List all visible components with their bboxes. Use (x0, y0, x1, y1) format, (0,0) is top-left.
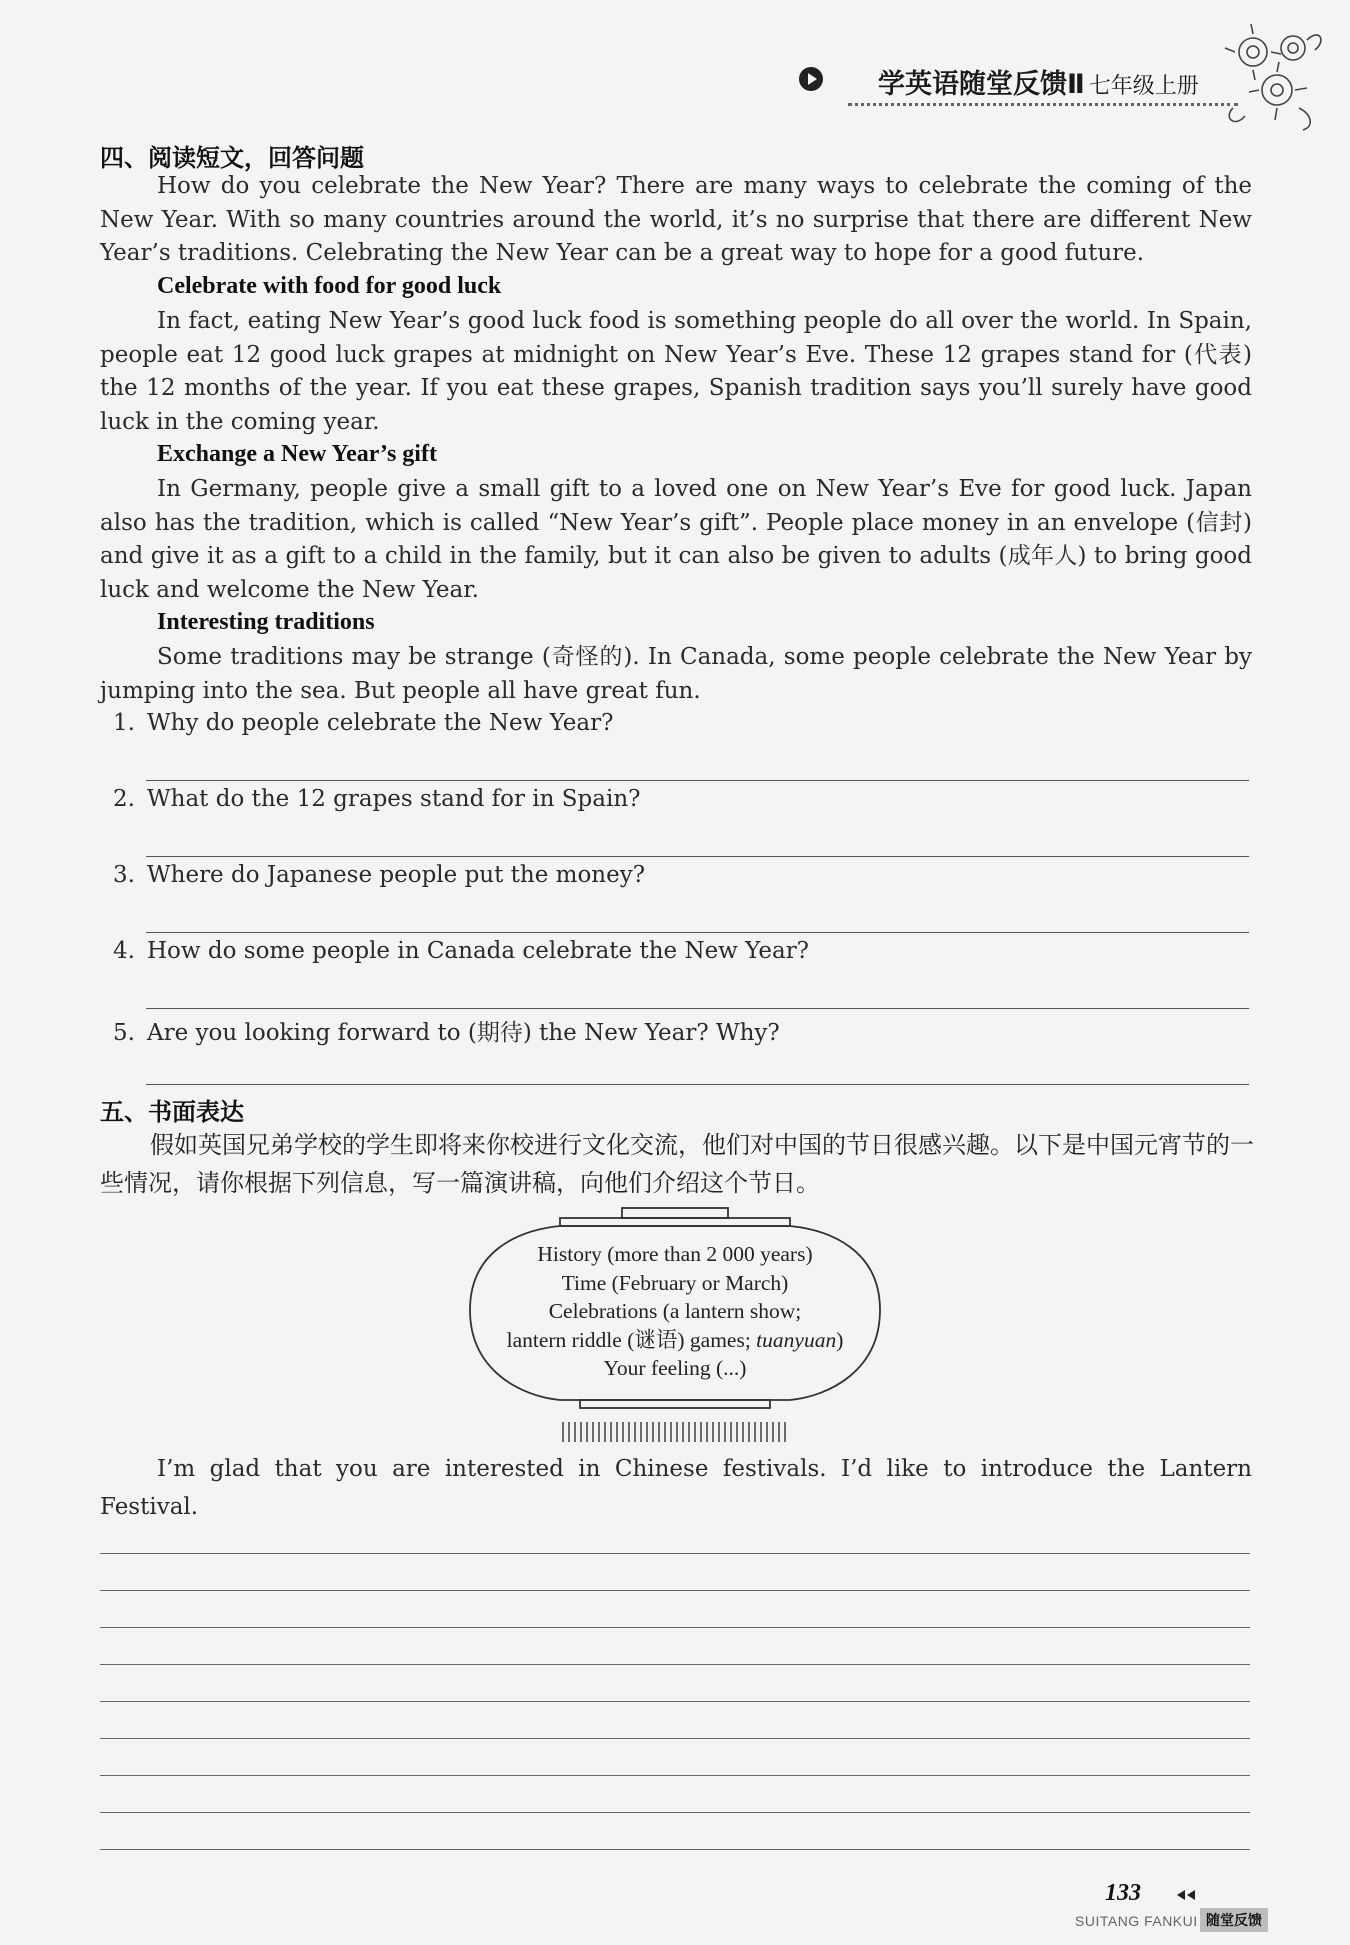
subheading-food: Celebrate with food for good luck (157, 273, 502, 299)
writing-line[interactable] (100, 1553, 1250, 1554)
footer-brand: SUITANG FANKUI (1075, 1913, 1198, 1929)
question-3: 3. Where do Japanese people put the money? (113, 862, 646, 888)
page-number: 133 (1105, 1880, 1141, 1906)
lantern-riddle-line: lantern riddle (谜语) games; tuanyuan) (506, 1327, 844, 1352)
double-arrow-left-icon (1175, 1889, 1199, 1901)
writing-line[interactable] (100, 1849, 1250, 1850)
reading-paragraph-food: In fact, eating New Year’s good luck food is something people do all over the world. In Spain, people eat 12 good luck grapes at midnight on New Year’s Eve. These 12 grapes stand for (代表) the 12 months of the year. If you eat these grapes, Spanish tradition says you’ll surely have good luck in the coming year. (100, 308, 1252, 435)
writing-line[interactable] (100, 1775, 1250, 1776)
writing-line[interactable] (100, 1664, 1250, 1665)
answer-line-5[interactable] (146, 1084, 1249, 1085)
answer-line-1[interactable] (146, 780, 1249, 781)
writing-intro-text: I’m glad that you are interested in Chinese festivals. I’d like to introduce the Lantern Festival. (100, 1456, 1252, 1520)
writing-instruction: 假如英国兄弟学校的学生即将来你校进行文化交流，他们对中国的节日很感兴趣。以下是中国元宵节的一些情况，请你根据下列信息，写一篇演讲稿，向他们介绍这个节日。 (100, 1131, 1254, 1197)
lantern-time: Time (February or March) (561, 1270, 789, 1295)
flower-decoration-icon (1215, 18, 1335, 138)
section-title-writing: 五、书面表达 (100, 1098, 244, 1126)
lantern-celebrations: Celebrations (a lantern show; (548, 1299, 802, 1323)
writing-line[interactable] (100, 1701, 1250, 1702)
answer-line-4[interactable] (146, 1008, 1249, 1009)
writing-line[interactable] (100, 1738, 1250, 1739)
footer-badge: 随堂反馈 (1200, 1908, 1268, 1932)
lantern-history: History (more than 2 000 years) (537, 1242, 813, 1266)
reading-paragraph-traditions: Some traditions may be strange (奇怪的). In Canada, some people celebrate the New Year by jumping into the sea. But people all have great fun. (100, 644, 1252, 704)
question-1: 1. Why do people celebrate the New Year? (113, 710, 614, 736)
lantern-feeling: Your feeling (...) (603, 1356, 747, 1380)
reading-paragraph-intro: How do you celebrate the New Year? There are many ways to celebrate the coming of the New Year. With so many countries around the world, it’s no surprise that there are different New Year’s traditions. Celebrating the New Year can be a great way to hope for a good future. (100, 173, 1252, 266)
subheading-traditions: Interesting traditions (157, 609, 375, 635)
answer-line-2[interactable] (146, 856, 1249, 857)
writing-line[interactable] (100, 1590, 1250, 1591)
book-title: 学英语随堂反馈Ⅱ 七年级上册 (878, 69, 1199, 100)
writing-line[interactable] (100, 1812, 1250, 1813)
lantern-info-text (460, 1240, 890, 1383)
header-divider (848, 103, 1238, 106)
question-5: 5. Are you looking forward to (期待) the New Year? Why? (113, 1020, 780, 1046)
section-title-reading: 四、阅读短文，回答问题 (100, 144, 364, 172)
question-2: 2. What do the 12 grapes stand for in Spain? (113, 786, 641, 812)
play-circle-icon (798, 66, 824, 92)
subheading-gift: Exchange a New Year’s gift (157, 441, 437, 467)
reading-paragraph-gift: In Germany, people give a small gift to a loved one on New Year’s Eve for good luck. Japan also has the tradition, which is called “New Year’s gift”. People place money in an envelope (信封) and give it as a gift to a child in the family, but it can also be given to adults (成年人) to bring good luck and welcome the New Year. (100, 476, 1252, 603)
writing-line[interactable] (100, 1627, 1250, 1628)
answer-line-3[interactable] (146, 932, 1249, 933)
question-4: 4. How do some people in Canada celebrate the New Year? (113, 938, 810, 964)
